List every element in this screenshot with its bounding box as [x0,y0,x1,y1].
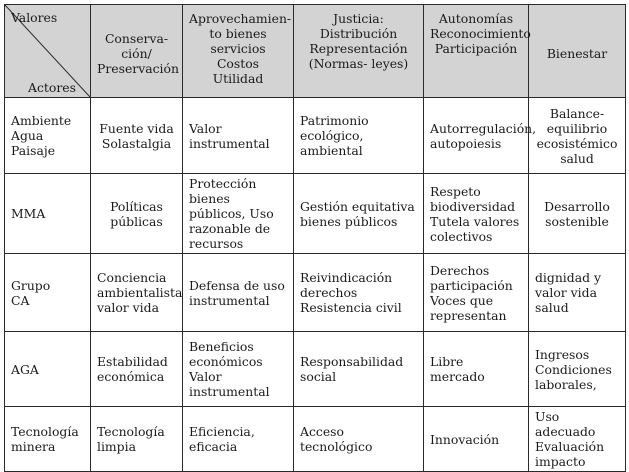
table-cell: Fuente vida Solastalgia [91,98,183,174]
corner-label-actores: Actores [28,80,76,95]
table-cell: dignidad y valor vida salud [529,254,626,332]
column-header-autonomias: Autonomías Reconocimiento Participación [424,5,529,98]
table-cell: Desarrollo sostenible [529,174,626,254]
column-header-bienestar: Bienestar [529,5,626,98]
table-cell: Protección bienes públicos, Uso razonable de recursos [183,174,294,254]
table-cell: Libre mercado [424,332,529,407]
table-cell: Eficiencia, eficacia [183,407,294,472]
table-cell: Balance- equilibrio ecosistémico salud [529,98,626,174]
column-header-conservacion: Conserva- ción/ Preservación [91,5,183,98]
table-row [5,332,626,407]
actor-cell: AGA [5,332,91,407]
table-cell: Innovación [424,407,529,472]
table-row [5,174,626,254]
table-cell: Derechos participación Voces que representan [424,254,529,332]
table-cell: Tecnología limpia [91,407,183,472]
table-cell: Acceso tecnológico [294,407,424,472]
table-cell: Ingresos Condiciones laborales, [529,332,626,407]
actor-cell: MMA [5,174,91,254]
table-cell: Patrimonio ecológico, ambiental [294,98,424,174]
table-cell: Gestión equitativa bienes públicos [294,174,424,254]
table-cell: Beneficios económicos Valor instrumental [183,332,294,407]
column-header-aprovechamiento: Aprovechamien- to bienes servicios Costos Utilidad [183,5,294,98]
table-cell: Uso adecuado Evaluación impacto [529,407,626,472]
table-cell: Valor instrumental [183,98,294,174]
table-row [5,98,626,174]
table-cell: Defensa de uso instrumental [183,254,294,332]
table-cell: Responsabilidad social [294,332,424,407]
table-cell: Políticas públicas [91,174,183,254]
table-row [5,254,626,332]
actor-cell: Grupo CA [5,254,91,332]
column-header-justicia: Justicia: Distribución Representación (Normas- leyes) [294,5,424,98]
values-actors-table [4,4,626,472]
table-cell: Estabilidad económica [91,332,183,407]
corner-label-valores: Valores [11,10,58,25]
header-row [5,5,626,98]
actor-cell: Tecnología minera [5,407,91,472]
table-cell: Conciencia ambientalista valor vida [91,254,183,332]
table-cell: Respeto biodiversidad Tutela valores colectivos [424,174,529,254]
table-row [5,407,626,472]
table-cell: Reivindicación derechos Resistencia civil [294,254,424,332]
table-cell: Autorregulación, autopoiesis [424,98,529,174]
actor-cell: Ambiente Agua Paisaje [5,98,91,174]
corner-header-cell [5,5,91,98]
